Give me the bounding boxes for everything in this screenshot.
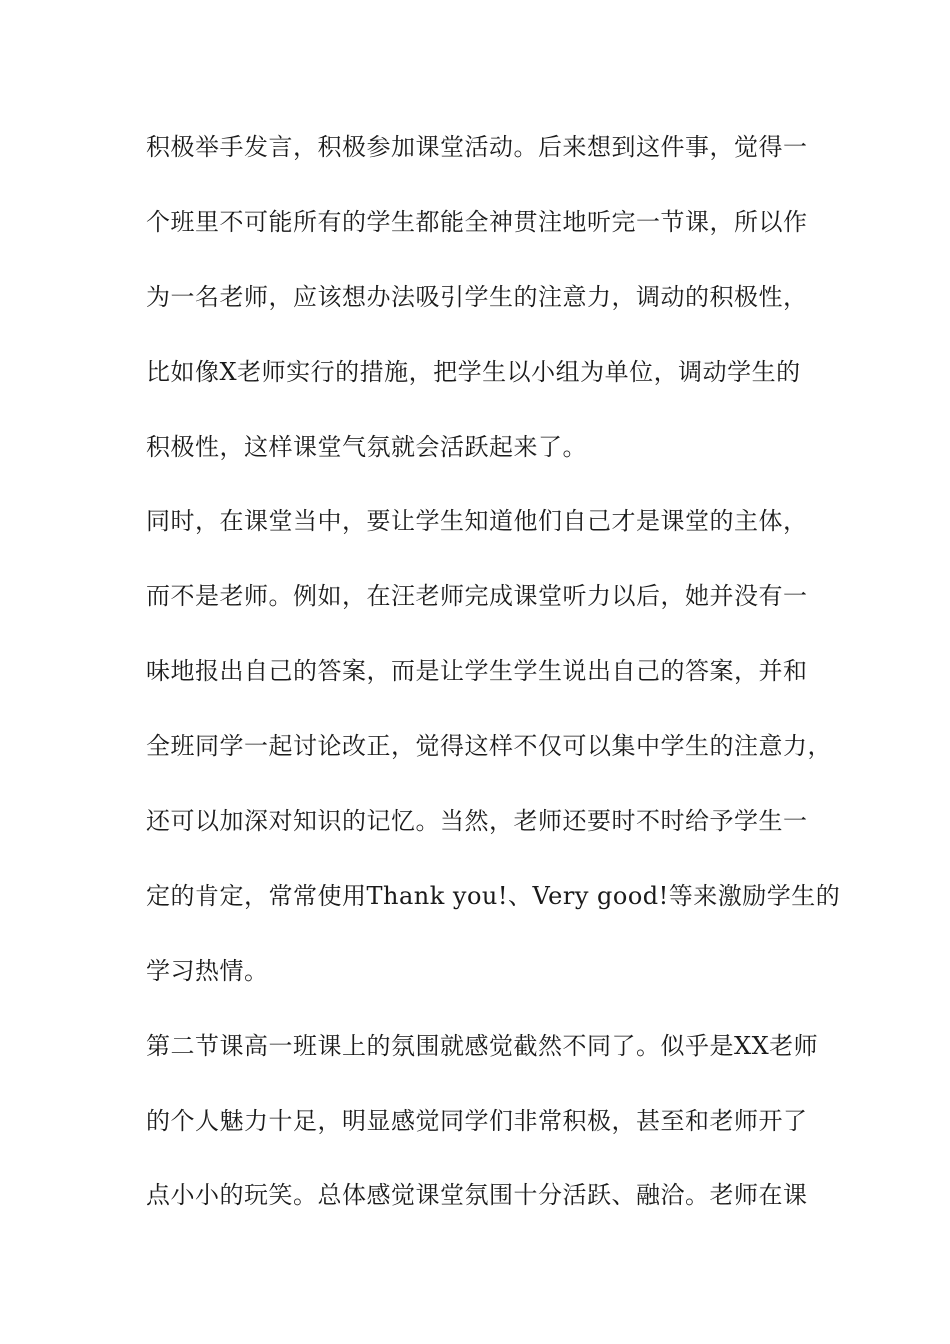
text-line: 而不是老师。例如，在汪老师完成课堂听力以后，她并没有一 <box>146 582 808 611</box>
text-line: 味地报出自己的答案，而是让学生学生说出自己的答案，并和 <box>146 657 808 686</box>
text-line: 还可以加深对知识的记忆。当然，老师还要时不时给予学生一 <box>146 807 808 836</box>
text-line: 积极性，这样课堂气氛就会活跃起来了。 <box>146 432 587 461</box>
text-line: 第二节课高一班课上的氛围就感觉截然不同了。似乎是XX老师 <box>146 1031 819 1060</box>
text-line: 的个人魅力十足，明显感觉同学们非常积极，甚至和老师开了 <box>146 1106 808 1135</box>
text-line: 同时，在课堂当中，要让学生知道他们自己才是课堂的主体， <box>146 507 808 536</box>
text-line: 个班里不可能所有的学生都能全神贯注地听完一节课，所以作 <box>146 207 808 236</box>
text-line: 积极举手发言，积极参加课堂活动。后来想到这件事，觉得一 <box>146 133 808 161</box>
text-line: 比如像X老师实行的措施，把学生以小组为单位，调动学生的 <box>146 357 801 386</box>
document-body <box>146 127 841 1250</box>
text-line: 点小小的玩笑。总体感觉课堂氛围十分活跃、融洽。老师在课 <box>146 1181 808 1210</box>
text-line: 学习热情。 <box>146 956 269 985</box>
text-line: 全班同学一起讨论改正，觉得这样不仅可以集中学生的注意力， <box>146 732 832 761</box>
text-line: 定的肯定，常常使用Thank you!、Very good!等来激励学生的 <box>146 881 841 910</box>
text-line: 为一名老师，应该想办法吸引学生的注意力，调动的积极性， <box>146 282 808 311</box>
